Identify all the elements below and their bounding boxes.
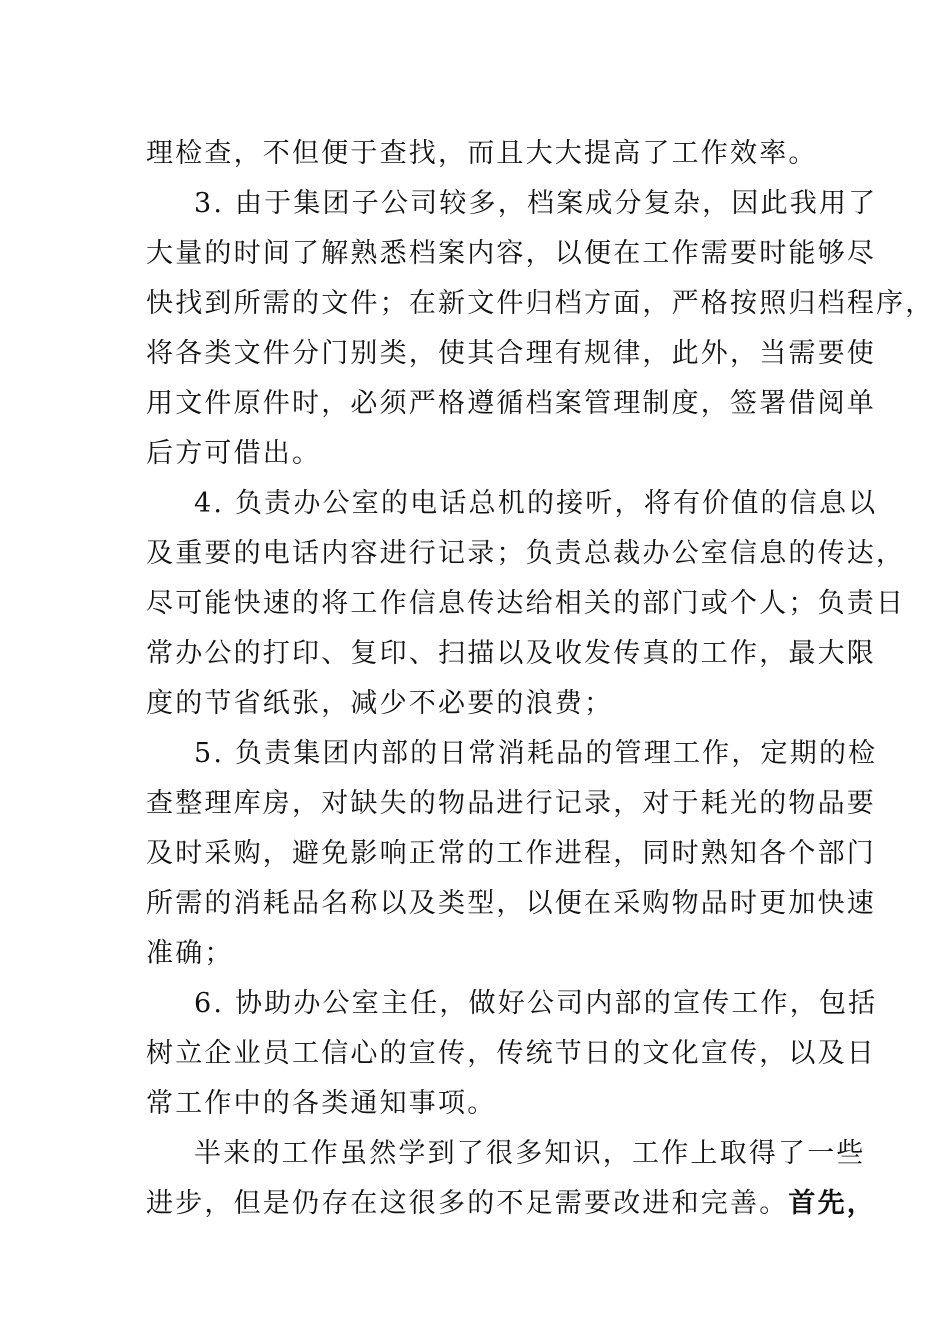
text-line: 树立企业员工信心的宣传，传统节日的文化宣传，以及日 bbox=[146, 1038, 876, 1069]
text-line: 快找到所需的文件；在新文件归档方面，严格按照归档程序， bbox=[146, 288, 935, 319]
text-line bbox=[146, 1186, 876, 1222]
text-line: 3. 由于集团子公司较多，档案成分复杂，因此我用了 bbox=[194, 188, 878, 219]
text-line: 将各类文件分门别类，使其合理有规律，此外，当需要使 bbox=[146, 338, 876, 369]
bold-text: 首先， bbox=[788, 1188, 877, 1219]
text-line: 半来的工作虽然学到了很多知识，工作上取得了一些 bbox=[194, 1138, 866, 1169]
text-line: 6. 协助办公室主任，做好公司内部的宣传工作，包括 bbox=[194, 988, 878, 1019]
text-line: 后方可借出。 bbox=[146, 438, 322, 469]
text-line: 准确； bbox=[146, 938, 234, 969]
text-line: 常工作中的各类通知事项。 bbox=[146, 1088, 497, 1119]
text-span: 进步，但是仍存在这很多的不足需要改进和完善。 bbox=[146, 1188, 789, 1219]
text-line: 所需的消耗品名称以及类型，以便在采购物品时更加快速 bbox=[146, 888, 876, 919]
text-line: 4. 负责办公室的电话总机的接听，将有价值的信息以 bbox=[194, 488, 878, 519]
text-line: 及时采购，避免影响正常的工作进程，同时熟知各个部门 bbox=[146, 838, 876, 869]
text-line: 查整理库房，对缺失的物品进行记录，对于耗光的物品要 bbox=[146, 788, 876, 819]
text-line: 大量的时间了解熟悉档案内容，以便在工作需要时能够尽 bbox=[146, 238, 876, 269]
text-line: 及重要的电话内容进行记录；负责总裁办公室信息的传达， bbox=[146, 538, 906, 569]
text-line: 度的节省纸张，减少不必要的浪费； bbox=[146, 688, 614, 719]
text-line: 理检查，不但便于查找，而且大大提高了工作效率。 bbox=[146, 138, 818, 169]
text-line: 尽可能快速的将工作信息传达给相关的部门或个人；负责日 bbox=[146, 588, 906, 619]
text-line: 用文件原件时，必须严格遵循档案管理制度，签署借阅单 bbox=[146, 388, 876, 419]
text-line: 5. 负责集团内部的日常消耗品的管理工作，定期的检 bbox=[194, 738, 878, 769]
text-line: 常办公的打印、复印、扫描以及收发传真的工作，最大限 bbox=[146, 638, 876, 669]
